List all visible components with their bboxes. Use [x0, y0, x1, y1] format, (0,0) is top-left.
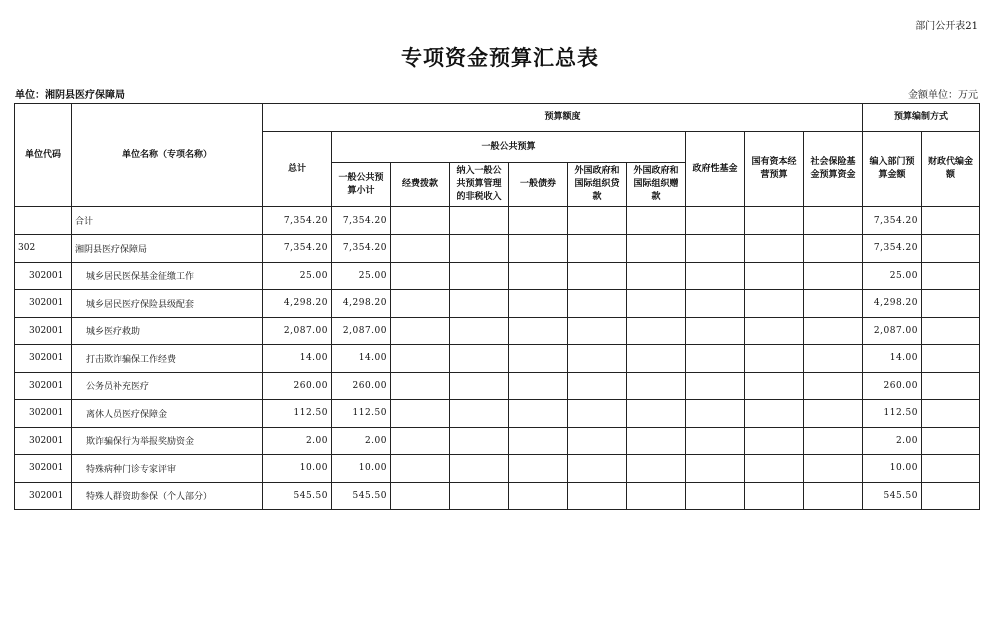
cell-general-bonds	[509, 455, 568, 483]
cell-foreign-loans	[568, 400, 627, 428]
cell-non-tax-income	[450, 262, 509, 290]
cell-total: 112.50	[263, 400, 332, 428]
cell-foreign-loans	[568, 482, 627, 510]
cell-social-insurance	[804, 427, 863, 455]
cell-fiscal-proxy	[922, 455, 980, 483]
header-foreign-loans: 外国政府和国际组织贷款	[568, 163, 627, 207]
cell-foreign-loans	[568, 427, 627, 455]
cell-unit-name: 离休人员医疗保障金	[72, 400, 263, 428]
cell-fiscal-proxy	[922, 400, 980, 428]
cell-general-bonds	[509, 372, 568, 400]
header-general-public-budget: 一般公共预算	[332, 132, 686, 163]
cell-social-insurance	[804, 455, 863, 483]
cell-non-tax-income	[450, 207, 509, 235]
cell-total: 7,354.20	[263, 207, 332, 235]
cell-unit-code: 302001	[15, 427, 72, 455]
cell-total: 2.00	[263, 427, 332, 455]
amount-unit-label: 金额单位：万元	[908, 90, 978, 101]
cell-unit-code: 302	[15, 235, 72, 263]
cell-funding-allocation	[391, 400, 450, 428]
cell-unit-code: 302001	[15, 400, 72, 428]
cell-fiscal-proxy	[922, 262, 980, 290]
header-budget-amount: 预算额度	[263, 104, 863, 132]
cell-foreign-loans	[568, 207, 627, 235]
cell-unit-name: 特殊病种门诊专家评审	[72, 455, 263, 483]
cell-foreign-grants	[627, 482, 686, 510]
cell-unit-name: 合计	[72, 207, 263, 235]
cell-fiscal-proxy	[922, 235, 980, 263]
cell-foreign-grants	[627, 207, 686, 235]
cell-foreign-loans	[568, 290, 627, 318]
cell-general-bonds	[509, 207, 568, 235]
header-gov-fund: 政府性基金	[686, 132, 745, 207]
cell-fiscal-proxy	[922, 482, 980, 510]
cell-general-subtotal: 4,298.20	[332, 290, 391, 318]
cell-social-insurance	[804, 400, 863, 428]
cell-gov-fund	[686, 235, 745, 263]
cell-social-insurance	[804, 290, 863, 318]
cell-foreign-grants	[627, 345, 686, 373]
cell-gov-fund	[686, 317, 745, 345]
cell-dept-budget: 2,087.00	[863, 317, 922, 345]
cell-general-subtotal: 2,087.00	[332, 317, 391, 345]
cell-state-capital	[745, 262, 804, 290]
cell-total: 2,087.00	[263, 317, 332, 345]
cell-unit-name: 特殊人群资助参保（个人部分）	[72, 482, 263, 510]
cell-general-subtotal: 7,354.20	[332, 207, 391, 235]
cell-gov-fund	[686, 372, 745, 400]
cell-general-subtotal: 260.00	[332, 372, 391, 400]
cell-dept-budget: 2.00	[863, 427, 922, 455]
cell-unit-code: 302001	[15, 262, 72, 290]
cell-foreign-loans	[568, 235, 627, 263]
cell-total: 25.00	[263, 262, 332, 290]
cell-dept-budget: 25.00	[863, 262, 922, 290]
cell-general-bonds	[509, 262, 568, 290]
cell-funding-allocation	[391, 345, 450, 373]
cell-unit-name: 城乡居民医疗保险县级配套	[72, 290, 263, 318]
cell-foreign-loans	[568, 455, 627, 483]
cell-unit-name: 欺诈骗保行为举报奖励资金	[72, 427, 263, 455]
table-row	[15, 400, 980, 428]
unit-label: 单位：湘阴县医疗保障局	[15, 90, 125, 101]
cell-funding-allocation	[391, 235, 450, 263]
cell-unit-name: 城乡医疗救助	[72, 317, 263, 345]
header-unit-name: 单位名称（专项名称）	[72, 104, 263, 207]
header-foreign-grants: 外国政府和国际组织赠款	[627, 163, 686, 207]
cell-foreign-grants	[627, 262, 686, 290]
cell-non-tax-income	[450, 345, 509, 373]
cell-state-capital	[745, 455, 804, 483]
table-row	[15, 455, 980, 483]
cell-funding-allocation	[391, 427, 450, 455]
cell-unit-name: 打击欺诈骗保工作经费	[72, 345, 263, 373]
cell-unit-code: 302001	[15, 455, 72, 483]
cell-social-insurance	[804, 317, 863, 345]
header-budget-method: 预算编制方式	[863, 104, 980, 132]
cell-state-capital	[745, 400, 804, 428]
cell-total: 545.50	[263, 482, 332, 510]
cell-non-tax-income	[450, 455, 509, 483]
cell-state-capital	[745, 290, 804, 318]
cell-state-capital	[745, 317, 804, 345]
header-funding-allocation: 经费拨款	[391, 163, 450, 207]
header-dept-budget: 编入部门预算金额	[863, 132, 922, 207]
cell-foreign-grants	[627, 455, 686, 483]
cell-unit-code: 302001	[15, 290, 72, 318]
header-non-tax-income: 纳入一般公共预算管理的非税收入	[450, 163, 509, 207]
cell-foreign-grants	[627, 317, 686, 345]
cell-gov-fund	[686, 345, 745, 373]
cell-fiscal-proxy	[922, 317, 980, 345]
cell-total: 260.00	[263, 372, 332, 400]
cell-dept-budget: 7,354.20	[863, 207, 922, 235]
table-row	[15, 427, 980, 455]
header-general-subtotal: 一般公共预算小计	[332, 163, 391, 207]
cell-fiscal-proxy	[922, 207, 980, 235]
cell-unit-code	[15, 207, 72, 235]
cell-dept-budget: 14.00	[863, 345, 922, 373]
cell-dept-budget: 112.50	[863, 400, 922, 428]
cell-non-tax-income	[450, 427, 509, 455]
cell-funding-allocation	[391, 482, 450, 510]
cell-funding-allocation	[391, 317, 450, 345]
header-state-capital: 国有资本经营预算	[745, 132, 804, 207]
cell-total: 7,354.20	[263, 235, 332, 263]
cell-general-subtotal: 7,354.20	[332, 235, 391, 263]
cell-non-tax-income	[450, 400, 509, 428]
header-social-insurance: 社会保险基金预算资金	[804, 132, 863, 207]
cell-foreign-loans	[568, 262, 627, 290]
cell-state-capital	[745, 345, 804, 373]
cell-state-capital	[745, 372, 804, 400]
cell-unit-code: 302001	[15, 317, 72, 345]
cell-unit-code: 302001	[15, 482, 72, 510]
cell-funding-allocation	[391, 262, 450, 290]
cell-state-capital	[745, 482, 804, 510]
cell-dept-budget: 545.50	[863, 482, 922, 510]
budget-table	[14, 103, 980, 510]
cell-funding-allocation	[391, 455, 450, 483]
cell-foreign-grants	[627, 235, 686, 263]
cell-dept-budget: 260.00	[863, 372, 922, 400]
cell-foreign-loans	[568, 317, 627, 345]
cell-gov-fund	[686, 455, 745, 483]
cell-general-subtotal: 545.50	[332, 482, 391, 510]
cell-unit-name: 公务员补充医疗	[72, 372, 263, 400]
cell-foreign-grants	[627, 400, 686, 428]
cell-general-subtotal: 2.00	[332, 427, 391, 455]
cell-fiscal-proxy	[922, 427, 980, 455]
cell-general-bonds	[509, 482, 568, 510]
cell-fiscal-proxy	[922, 372, 980, 400]
cell-non-tax-income	[450, 235, 509, 263]
cell-dept-budget: 4,298.20	[863, 290, 922, 318]
cell-general-subtotal: 10.00	[332, 455, 391, 483]
cell-general-bonds	[509, 290, 568, 318]
cell-unit-code: 302001	[15, 345, 72, 373]
cell-gov-fund	[686, 207, 745, 235]
cell-state-capital	[745, 427, 804, 455]
table-row	[15, 290, 980, 318]
form-number: 部门公开表21	[915, 21, 978, 32]
table-row	[15, 262, 980, 290]
cell-general-bonds	[509, 317, 568, 345]
table-row	[15, 345, 980, 373]
cell-foreign-grants	[627, 427, 686, 455]
table-row	[15, 372, 980, 400]
cell-gov-fund	[686, 290, 745, 318]
cell-social-insurance	[804, 372, 863, 400]
cell-foreign-loans	[568, 345, 627, 373]
cell-unit-name: 城乡居民医保基金征缴工作	[72, 262, 263, 290]
cell-social-insurance	[804, 482, 863, 510]
cell-general-bonds	[509, 427, 568, 455]
cell-gov-fund	[686, 427, 745, 455]
cell-foreign-loans	[568, 372, 627, 400]
cell-general-bonds	[509, 345, 568, 373]
cell-total: 14.00	[263, 345, 332, 373]
cell-gov-fund	[686, 400, 745, 428]
cell-social-insurance	[804, 345, 863, 373]
cell-unit-code: 302001	[15, 372, 72, 400]
cell-non-tax-income	[450, 290, 509, 318]
cell-general-subtotal: 25.00	[332, 262, 391, 290]
cell-state-capital	[745, 235, 804, 263]
cell-fiscal-proxy	[922, 345, 980, 373]
cell-non-tax-income	[450, 317, 509, 345]
header-general-bonds: 一般债券	[509, 163, 568, 207]
cell-gov-fund	[686, 262, 745, 290]
cell-funding-allocation	[391, 372, 450, 400]
cell-general-bonds	[509, 400, 568, 428]
cell-total: 4,298.20	[263, 290, 332, 318]
cell-total: 10.00	[263, 455, 332, 483]
cell-foreign-grants	[627, 290, 686, 318]
header-unit-code: 单位代码	[15, 104, 72, 207]
page-title: 专项资金预算汇总表	[401, 46, 599, 70]
cell-general-bonds	[509, 235, 568, 263]
cell-social-insurance	[804, 262, 863, 290]
table-body	[15, 207, 980, 510]
table-row	[15, 207, 980, 235]
header-total: 总计	[263, 132, 332, 207]
cell-gov-fund	[686, 482, 745, 510]
cell-non-tax-income	[450, 482, 509, 510]
cell-non-tax-income	[450, 372, 509, 400]
cell-general-subtotal: 14.00	[332, 345, 391, 373]
table-row	[15, 317, 980, 345]
header-fiscal-proxy: 财政代编金额	[922, 132, 980, 207]
cell-unit-name: 湘阴县医疗保障局	[72, 235, 263, 263]
table-row	[15, 482, 980, 510]
table-row	[15, 235, 980, 263]
cell-funding-allocation	[391, 290, 450, 318]
cell-funding-allocation	[391, 207, 450, 235]
cell-state-capital	[745, 207, 804, 235]
cell-social-insurance	[804, 235, 863, 263]
cell-fiscal-proxy	[922, 290, 980, 318]
cell-foreign-grants	[627, 372, 686, 400]
cell-dept-budget: 10.00	[863, 455, 922, 483]
cell-social-insurance	[804, 207, 863, 235]
cell-dept-budget: 7,354.20	[863, 235, 922, 263]
cell-general-subtotal: 112.50	[332, 400, 391, 428]
